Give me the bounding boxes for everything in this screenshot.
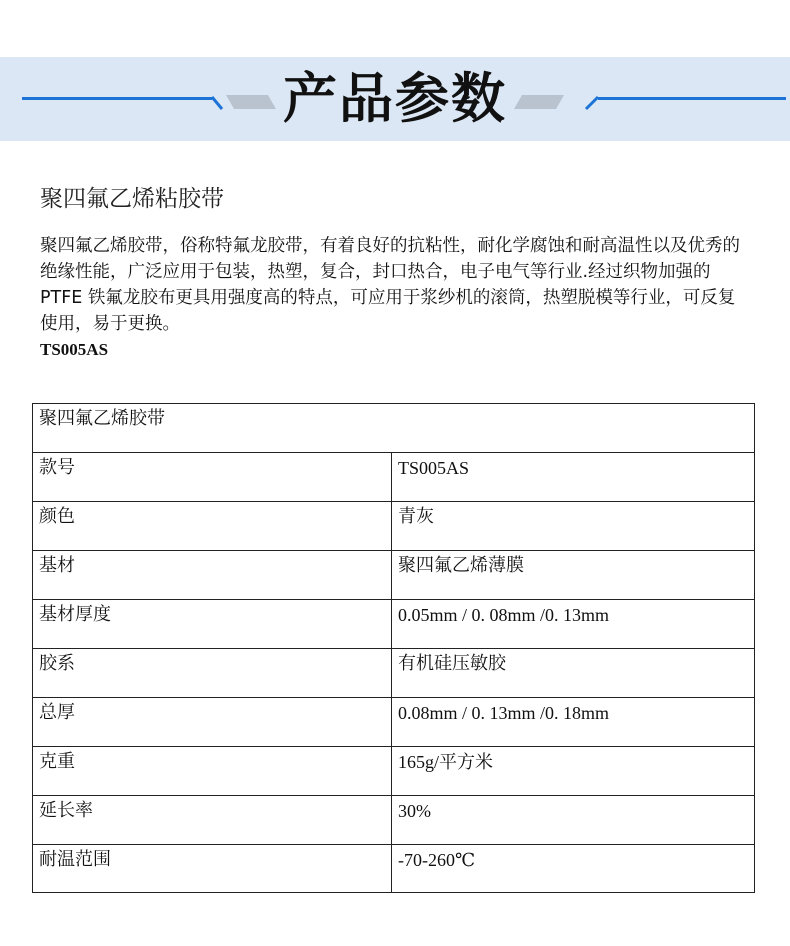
row-label: 耐温范围 [33, 845, 392, 893]
table-row [33, 551, 755, 600]
row-label: 胶系 [33, 649, 392, 698]
row-value: 30% [392, 796, 755, 845]
product-name: 聚四氟乙烯粘胶带 [40, 186, 224, 212]
table-row [33, 698, 755, 747]
page-title: 产品参数 [283, 67, 507, 130]
title-banner [0, 57, 790, 141]
model-code: TS005AS [40, 340, 109, 359]
row-value: 165g/平方米 [392, 747, 755, 796]
row-value: 聚四氟乙烯薄膜 [392, 551, 755, 600]
row-value: 0.05mm / 0. 08mm /0. 13mm [392, 600, 755, 649]
table-header-cell: 聚四氟乙烯胶带 [33, 404, 755, 453]
row-label: 延长率 [33, 796, 392, 845]
spec-table [32, 403, 755, 893]
table-row [33, 404, 755, 453]
table-row [33, 845, 755, 893]
table-row [33, 600, 755, 649]
row-label: 总厚 [33, 698, 392, 747]
table-row [33, 453, 755, 502]
row-value: 青灰 [392, 502, 755, 551]
row-label: 基材厚度 [33, 600, 392, 649]
table-row [33, 796, 755, 845]
table-row [33, 747, 755, 796]
row-value: 有机硅压敏胶 [392, 649, 755, 698]
table-row [33, 649, 755, 698]
row-value: 0.08mm / 0. 13mm /0. 18mm [392, 698, 755, 747]
product-description: 聚四氟乙烯胶带，俗称特氟龙胶带，有着良好的抗粘性，耐化学腐蚀和耐高温性以及优秀的绝缘性能，广泛应用于包装，热塑，复合，封口热合，电子电气等行业.经过织物加强的 PTFE 铁氟龙胶布更具用强度高的特点，可应用于浆纱机的滚筒，热塑脱模等行业，可反复使用，易于更换。 [40, 236, 740, 334]
row-label: 基材 [33, 551, 392, 600]
row-value: TS005AS [392, 453, 755, 502]
row-label: 颜色 [33, 502, 392, 551]
row-label: 款号 [33, 453, 392, 502]
row-value: -70-260℃ [392, 845, 755, 893]
table-row [33, 502, 755, 551]
row-label: 克重 [33, 747, 392, 796]
